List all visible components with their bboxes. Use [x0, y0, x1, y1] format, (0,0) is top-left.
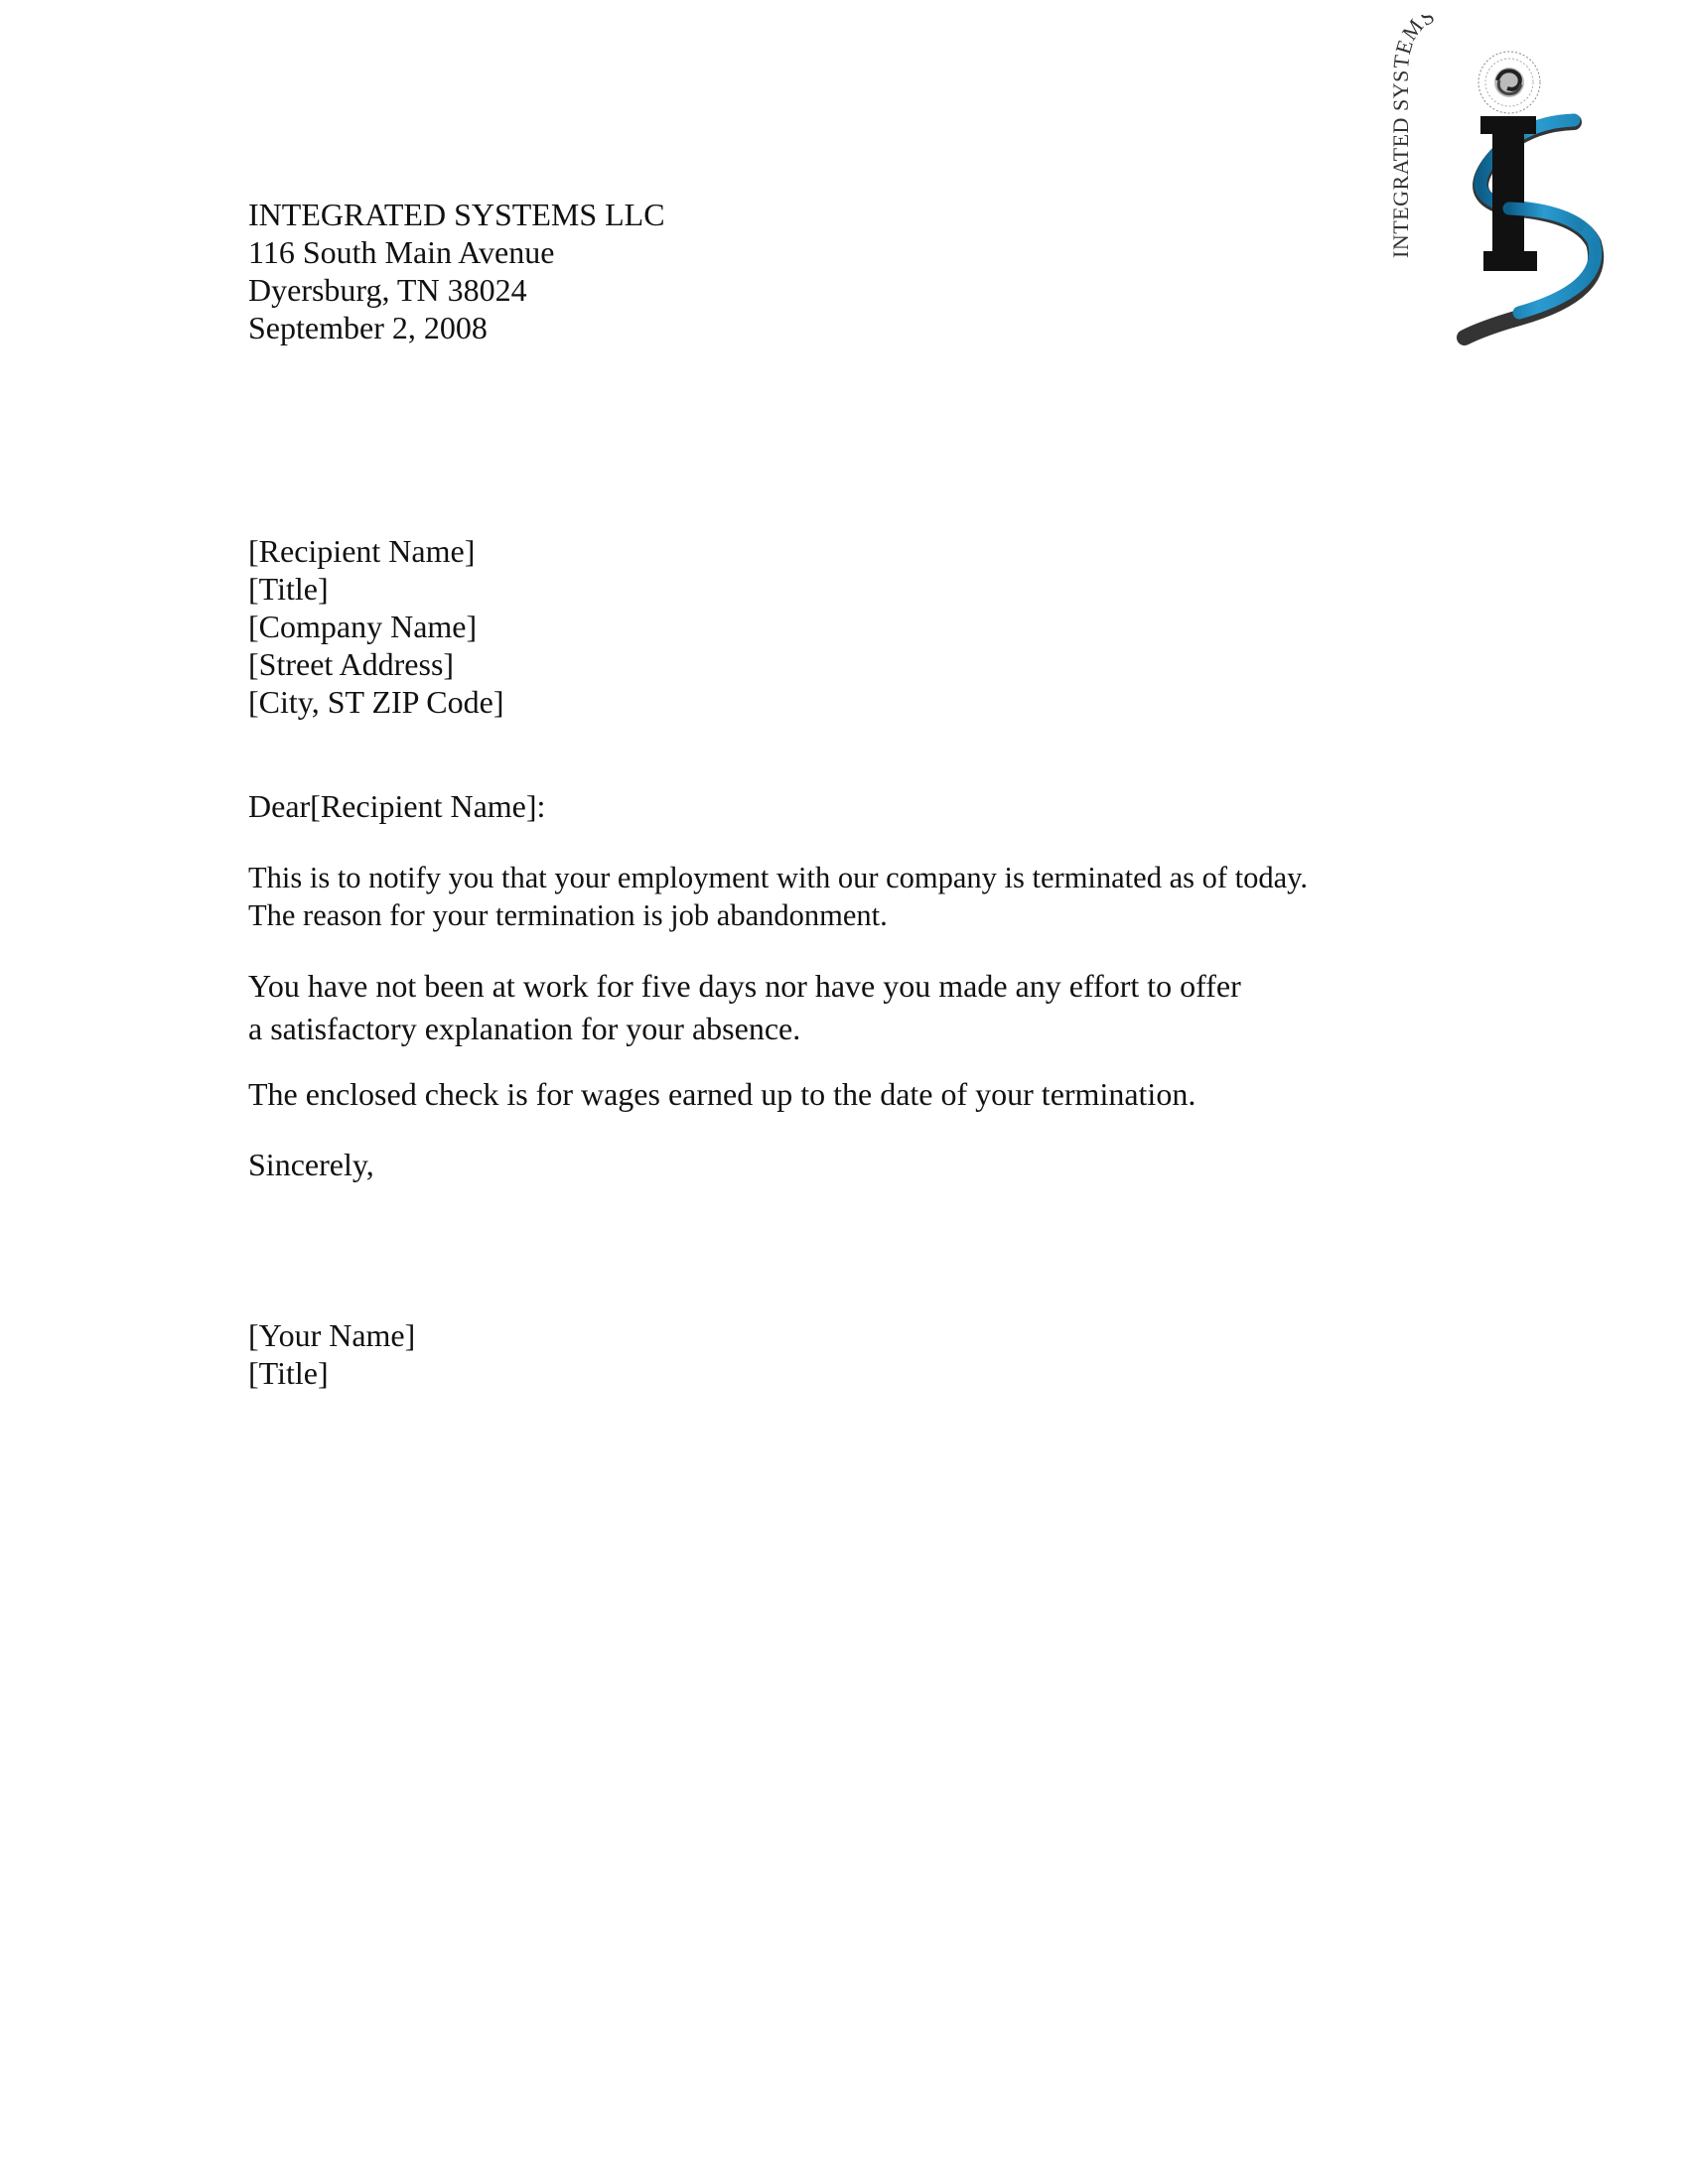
- spiral-icon: [1478, 52, 1540, 113]
- is-monogram-logo-icon: [1370, 15, 1628, 352]
- recipient-street: [Street Address]: [248, 646, 455, 682]
- company-name: INTEGRATED SYSTEMS LLC: [248, 197, 665, 232]
- recipient-title: [Title]: [248, 571, 329, 607]
- recipient-name: [Recipient Name]: [248, 533, 476, 569]
- signature-title: [Title]: [248, 1355, 329, 1391]
- salutation: Dear[Recipient Name]:: [248, 788, 546, 824]
- letter-date: September 2, 2008: [248, 310, 488, 345]
- recipient-city-state-zip: [City, ST ZIP Code]: [248, 684, 504, 720]
- company-street: 116 South Main Avenue: [248, 234, 555, 270]
- recipient-company: [Company Name]: [248, 609, 478, 644]
- closing: Sincerely,: [248, 1147, 374, 1182]
- signature-name: [Your Name]: [248, 1317, 416, 1353]
- company-logo: [1370, 15, 1628, 352]
- body-paragraph-1-line-1: This is to notify you that your employment with our company is terminated as of today.: [248, 861, 1309, 894]
- body-paragraph-3: The enclosed check is for wages earned up to the date of your termination.: [248, 1076, 1196, 1112]
- company-city-state-zip: Dyersburg, TN 38024: [248, 272, 527, 308]
- logo-text: INTEGRATED SYSTEMS: [1387, 15, 1439, 258]
- body-paragraph-2-line-1: You have not been at work for five days nor have you made any effort to offer: [248, 968, 1241, 1004]
- body-paragraph-1-line-2: The reason for your termination is job abandonment.: [248, 898, 888, 932]
- body-paragraph-2-line-2: a satisfactory explanation for your absence.: [248, 1011, 801, 1046]
